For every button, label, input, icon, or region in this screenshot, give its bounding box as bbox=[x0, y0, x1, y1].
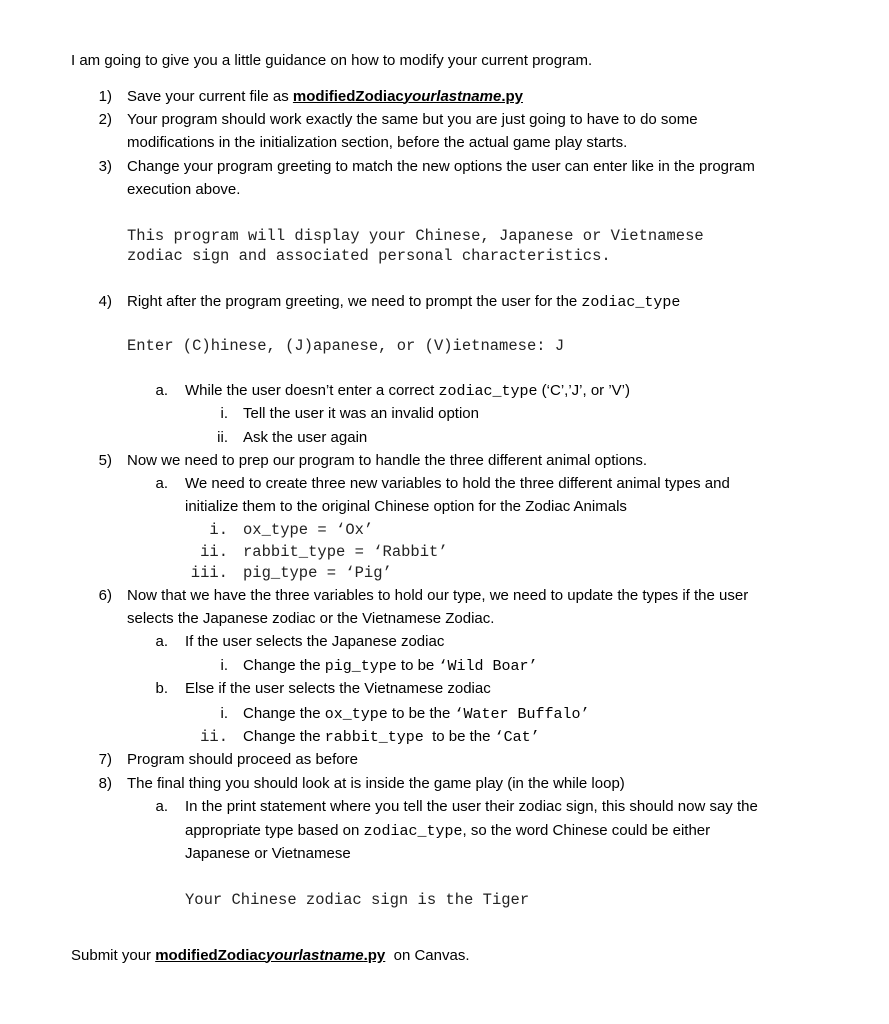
greeting-code-line-2: zodiac sign and associated personal characteristics. bbox=[127, 247, 611, 265]
step-5-text: Now we need to prep our program to handle the three different animal options. bbox=[127, 452, 648, 469]
step-5a-ii-code: rabbit_type = ‘Rabbit’ bbox=[243, 543, 448, 561]
submit-filename: modifiedZodiacyourlastname.py bbox=[155, 947, 386, 964]
step-8a-line-3: Japanese or Vietnamese bbox=[185, 845, 351, 862]
step-2-line-2: modifications in the initialization section, before the actual game play starts. bbox=[127, 134, 628, 151]
step-5a-letter: a. bbox=[155, 475, 168, 492]
step-5a-iii-number: iii. bbox=[190, 564, 228, 582]
step-1-number: 1) bbox=[98, 88, 112, 105]
step-2-line-1: Your program should work exactly the same but you are just going to have to do some bbox=[127, 111, 698, 128]
step-7-number: 7) bbox=[98, 751, 112, 768]
step-4a-ii-text: Ask the user again bbox=[243, 429, 368, 446]
step-3-line-2: execution above. bbox=[127, 181, 241, 198]
step-8-number: 8) bbox=[98, 775, 112, 792]
step-1-filename: modifiedZodiacyourlastname.py bbox=[292, 88, 523, 105]
step-3-line-1: Change your program greeting to match the new options the user can enter like in the program bbox=[127, 158, 755, 175]
step-5a-i-code: ox_type = ‘Ox’ bbox=[243, 521, 374, 539]
step-6b-i-number: i. bbox=[220, 705, 228, 722]
step-4a-text: While the user doesn’t enter a correct zodiac_type (‘C’,’J’, or ’V’) bbox=[185, 382, 630, 400]
intro-text: I am going to give you a little guidance on how to modify your current program. bbox=[71, 52, 593, 69]
step-8a-line-2: appropriate type based on zodiac_type, so the word Chinese could be either bbox=[185, 822, 711, 840]
step-6-line-2: selects the Japanese zodiac or the Vietnamese Zodiac. bbox=[127, 610, 495, 627]
step-4-text bbox=[127, 292, 680, 313]
step-6-line-1: Now that we have the three variables to hold our type, we need to update the types if the user bbox=[127, 587, 749, 604]
step-5-number: 5) bbox=[98, 452, 112, 469]
step-4a-letter: a. bbox=[155, 382, 168, 399]
step-6a-i-number: i. bbox=[220, 657, 228, 674]
step-2-number: 2) bbox=[98, 111, 112, 128]
step-5a-line-2: initialize them to the original Chinese option for the Zodiac Animals bbox=[185, 498, 627, 515]
submit-text: Submit your modifiedZodiacyourlastname.py on Canvas. bbox=[71, 947, 470, 964]
step-6b-ii-text: Change the rabbit_type to be the ‘Cat’ bbox=[243, 728, 540, 746]
step-5a-ii-number: ii. bbox=[200, 543, 228, 561]
step-6b-i-text: Change the ox_type to be the ‘Water Buffalo’ bbox=[243, 705, 590, 723]
step-6b-text: Else if the user selects the Vietnamese zodiac bbox=[185, 680, 491, 697]
step-6a-i-text: Change the pig_type to be ‘Wild Boar’ bbox=[243, 657, 538, 675]
step-8a-letter: a. bbox=[155, 798, 168, 815]
step-7-text: Program should proceed as before bbox=[127, 751, 358, 768]
step-8-text: The final thing you should look at is inside the game play (in the while loop) bbox=[127, 775, 625, 792]
prompt-code: Enter (C)hinese, (J)apanese, or (V)ietnamese: J bbox=[127, 337, 565, 355]
step-8a-line-1: In the print statement where you tell the user their zodiac sign, this should now say the bbox=[185, 798, 758, 815]
step-5a-i-number: i. bbox=[209, 521, 228, 539]
step-4a-i-text: Tell the user it was an invalid option bbox=[243, 405, 479, 422]
sign-code: Your Chinese zodiac sign is the Tiger bbox=[185, 891, 530, 909]
step-4a-i-number: i. bbox=[220, 405, 228, 422]
step-4-label: Right after the program greeting, we need to prompt the user for the bbox=[127, 293, 582, 310]
step-1-text bbox=[127, 87, 523, 107]
step-5a-line-1: We need to create three new variables to hold the three different animal types and bbox=[185, 475, 730, 492]
step-4a-ii-number: ii. bbox=[217, 429, 228, 446]
step-3-number: 3) bbox=[98, 158, 112, 175]
step-4-number: 4) bbox=[98, 293, 112, 310]
step-6-number: 6) bbox=[98, 587, 112, 604]
step-6b-letter: b. bbox=[155, 680, 168, 697]
step-6a-text: If the user selects the Japanese zodiac bbox=[185, 633, 445, 650]
greeting-code-line-1: This program will display your Chinese, Japanese or Vietnamese bbox=[127, 227, 704, 245]
step-5a-iii-code: pig_type = ‘Pig’ bbox=[243, 564, 392, 582]
step-6b-ii-number: ii. bbox=[200, 728, 228, 746]
step-6a-letter: a. bbox=[155, 633, 168, 650]
step-4-var: zodiac_type bbox=[581, 294, 681, 311]
step-1-label: Save your current file as bbox=[127, 88, 293, 105]
